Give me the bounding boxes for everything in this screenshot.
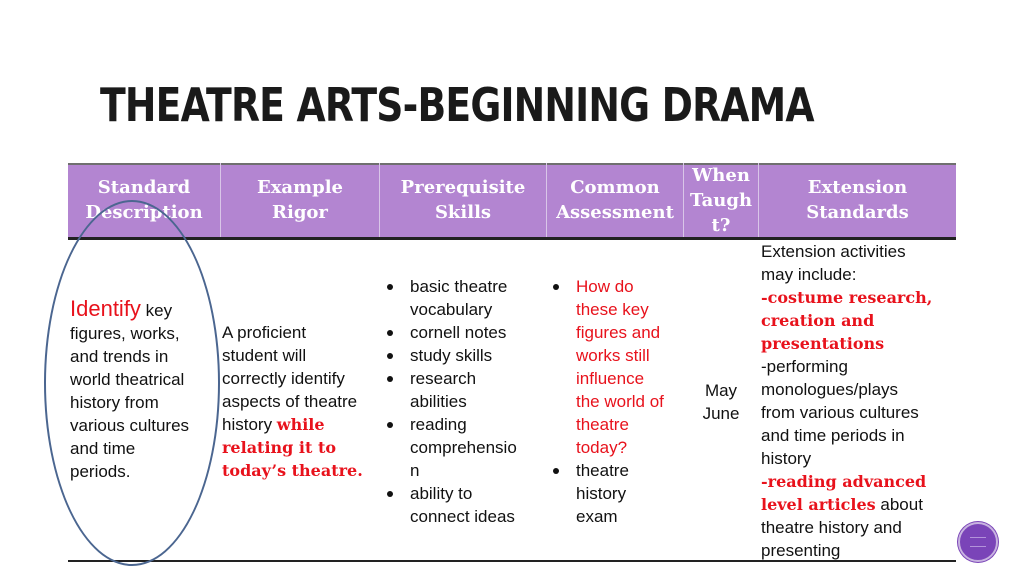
header-when-taught: When Taugh t?	[689, 164, 753, 236]
list-item: How do these key figures and works still influence the world of theatre today?	[550, 275, 684, 459]
example-emphasis-relating: relating it to today’s theatre.	[222, 438, 363, 480]
header-example-rigor: Example Rigor	[256, 177, 344, 223]
table-bottom-border	[68, 560, 956, 562]
extension-performing: -performing monologues/plays from various cultures and time periods in history	[761, 357, 919, 468]
list-item: basic theatre vocabulary	[384, 275, 550, 321]
assessment-list	[550, 275, 684, 528]
when-taught-text: May June	[702, 381, 740, 423]
cell-common-assessment	[550, 275, 684, 528]
example-text: A proficient student will correctly identify aspects of theatre history	[222, 323, 358, 434]
cell-example-rigor	[222, 321, 380, 482]
extension-reading-tail: about theatre history and presenting	[761, 495, 923, 560]
list-item: research abilities	[384, 367, 550, 413]
cell-prerequisite-skills	[384, 275, 550, 528]
extension-costume: -costume research, creation and presentations	[761, 288, 933, 353]
extension-reading: -reading advanced level articles	[761, 472, 927, 514]
prerequisite-list	[384, 275, 550, 528]
highlight-oval	[44, 200, 220, 566]
badge-lines-icon	[970, 537, 986, 547]
header-extension-standards: Extension Standards	[806, 177, 909, 223]
list-item: theatre history exam	[550, 459, 684, 528]
list-item: ability to connect ideas	[384, 482, 550, 528]
cell-extension-standards	[761, 240, 957, 562]
standard-text: key figures, works, and trends in world theatrical history from various cultures and time periods.	[70, 301, 190, 481]
slide-badge-icon[interactable]	[958, 522, 998, 562]
cell-when-taught	[684, 379, 758, 425]
list-item: reading comprehensio n	[384, 413, 550, 482]
slide-title: THEATRE ARTS-BEGINNING DRAMA	[100, 78, 814, 132]
extension-intro: Extension activities may include:	[761, 242, 906, 284]
list-item: study skills	[384, 344, 550, 367]
header-prerequisite-skills: Prerequisite Skills	[400, 177, 526, 223]
header-common-assessment: Common Assessment	[556, 177, 674, 223]
header-standard-description: Standard Description	[85, 177, 203, 223]
identify-keyword: Identify	[70, 296, 141, 321]
list-item: cornell notes	[384, 321, 550, 344]
example-emphasis-while: while	[276, 415, 325, 434]
